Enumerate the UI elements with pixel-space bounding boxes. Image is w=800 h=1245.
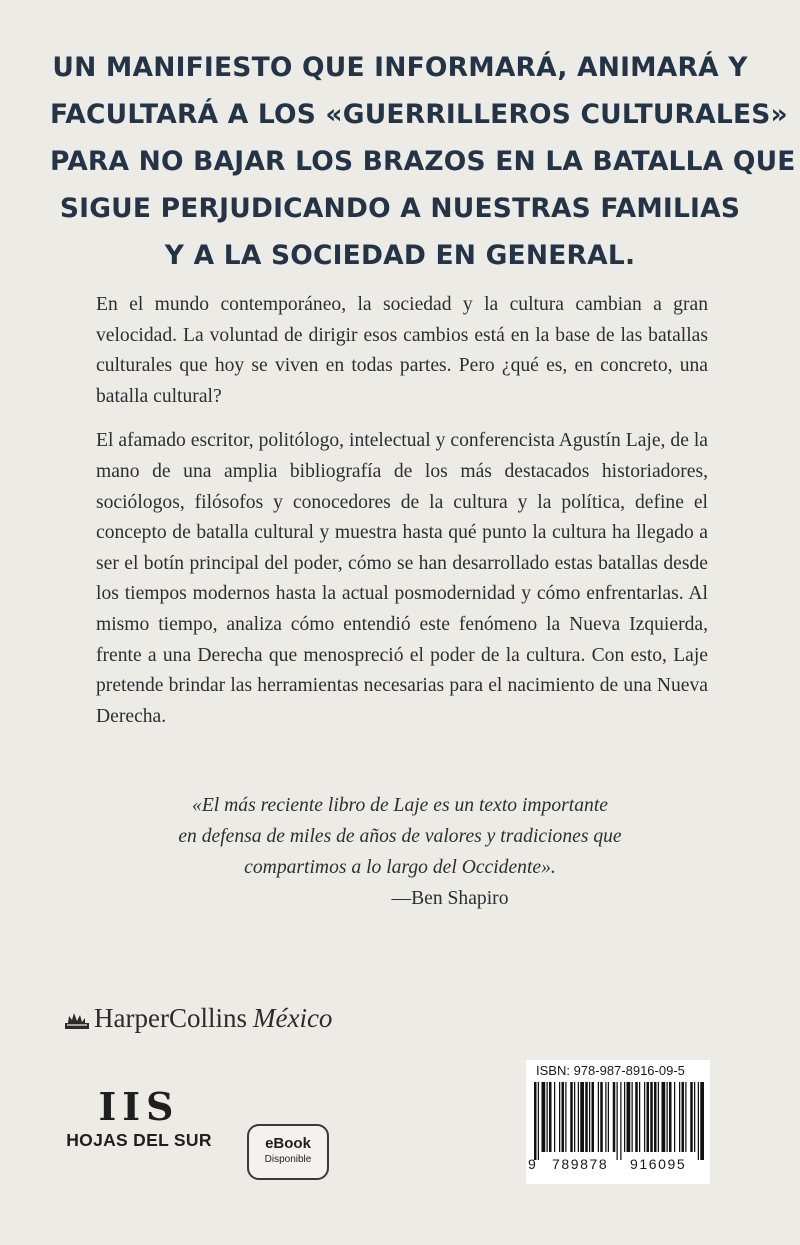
quote-line: compartimos a lo largo del Occidente». <box>244 857 556 878</box>
flame-icon <box>64 1008 90 1030</box>
barcode-bar <box>632 1082 633 1152</box>
barcode-bar <box>547 1082 548 1152</box>
barcode-bar <box>667 1082 668 1152</box>
barcode-bar <box>534 1082 537 1160</box>
barcode-bar <box>658 1082 659 1152</box>
barcode-bar <box>554 1082 555 1152</box>
barcode-digits-right: 916095 <box>630 1156 687 1172</box>
barcode-bar <box>559 1082 560 1152</box>
publisher-name: HarperCollins <box>94 1003 247 1033</box>
imprint-name: HOJAS DEL SUR <box>66 1130 212 1150</box>
barcode-bar <box>700 1082 704 1160</box>
barcode-bar <box>694 1082 695 1152</box>
isbn-label: ISBN: 978-987-8916-09-5 <box>536 1063 685 1078</box>
barcode-bar <box>605 1082 606 1152</box>
quote-line: «El más reciente libro de Laje es un texto importante <box>192 795 608 816</box>
barcode-bar <box>565 1082 566 1152</box>
barcode-bar <box>570 1082 573 1152</box>
barcode-bar <box>598 1082 599 1152</box>
barcode-bar <box>589 1082 590 1152</box>
barcode-bars-icon <box>532 1082 704 1160</box>
barcode-bar <box>644 1082 645 1152</box>
barcode-bar <box>624 1082 625 1152</box>
barcode-bar <box>578 1082 579 1152</box>
ebook-badge <box>247 1124 329 1180</box>
headline <box>50 44 796 279</box>
barcode-bar <box>617 1082 618 1160</box>
quote-line: en defensa de miles de años de valores y tradiciones que <box>178 826 622 847</box>
barcode-bar <box>650 1082 653 1152</box>
headline-line: PARA NO BAJAR LOS BRAZOS EN LA BATALLA QUE <box>50 146 796 177</box>
headline-line: FACULTARÁ A LOS «GUERRILLEROS CULTURALES» <box>50 99 788 130</box>
barcode-bar <box>585 1082 588 1152</box>
ebook-subtitle: Disponible <box>264 1154 312 1165</box>
barcode-bar <box>549 1082 552 1152</box>
publisher-logo <box>64 1003 332 1034</box>
barcode-bar <box>662 1082 666 1152</box>
barcode-bar <box>639 1082 640 1152</box>
barcode-bar <box>538 1082 539 1160</box>
barcode-digits-left: 789878 <box>552 1156 609 1172</box>
barcode-bar <box>613 1082 616 1152</box>
publisher-place: México <box>252 1003 333 1033</box>
synopsis <box>96 290 708 746</box>
barcode-bar <box>669 1082 672 1152</box>
ebook-title: eBook <box>265 1135 311 1152</box>
barcode-bar <box>674 1082 675 1152</box>
barcode-bar <box>600 1082 603 1152</box>
barcode-bar <box>654 1082 657 1152</box>
barcode-bar <box>608 1082 609 1152</box>
barcode-bar <box>580 1082 584 1152</box>
synopsis-paragraph: El afamado escritor, politólogo, intelectual y conferencista Agustín Laje, de la mano de una amplia bibliografía de los más destacados historiadores, sociólogos, filósofos y conocedores de la cultura y la política, define el concepto de batalla cultural y muestra hasta qué punto la cultura ha llegado a ser el botín principal del poder, cómo se han desarrollado estas batallas desde los tiempos modernos hasta la actual posmodernidad y cómo enfrentarlas. Al mismo tiempo, analiza cómo entendió este fenómeno la Nueva Izquierda, frente a una Derecha que menospreció el poder de la cultura. Con esto, Laje pretende brindar las herramientas necesarias para el nacimiento de una Nueva Derecha. <box>96 430 708 727</box>
barcode-bar <box>685 1082 686 1152</box>
barcode-bar <box>627 1082 631 1152</box>
barcode-bar <box>562 1082 565 1152</box>
headline-line: UN MANIFIESTO QUE INFORMARÁ, ANIMARÁ Y <box>52 52 748 83</box>
quote-attribution: —Ben Shapiro <box>391 888 509 909</box>
imprint-logo <box>64 1088 214 1151</box>
barcode-bar <box>690 1082 693 1152</box>
barcode-bar <box>698 1082 699 1160</box>
barcode-bar <box>679 1082 680 1152</box>
synopsis-paragraph: En el mundo contemporáneo, la sociedad y la cultura cambian a gran velocidad. La voluntad de dirigir esos cambios está en la base de las batallas culturales que hoy se viven en todas partes. Pero ¿qué es, en concreto, una batalla cultural? <box>96 294 708 407</box>
barcode-bar <box>682 1082 685 1152</box>
barcode-bar <box>542 1082 546 1152</box>
barcode-bar <box>620 1082 621 1160</box>
headline-line: Y A LA SOCIEDAD EN GENERAL. <box>164 240 636 271</box>
hojas-del-sur-logo-icon <box>99 1088 179 1124</box>
barcode-bar <box>592 1082 595 1152</box>
svg-text:IIS: IIS <box>99 1088 179 1124</box>
barcode-bar <box>574 1082 575 1152</box>
barcode-bar <box>635 1082 638 1152</box>
barcode <box>526 1060 710 1184</box>
blurb-quote <box>110 790 690 914</box>
barcode-digit-first: 9 <box>528 1156 536 1172</box>
headline-line: SIGUE PERJUDICANDO A NUESTRAS FAMILIAS <box>59 193 741 224</box>
barcode-bar <box>647 1082 650 1152</box>
